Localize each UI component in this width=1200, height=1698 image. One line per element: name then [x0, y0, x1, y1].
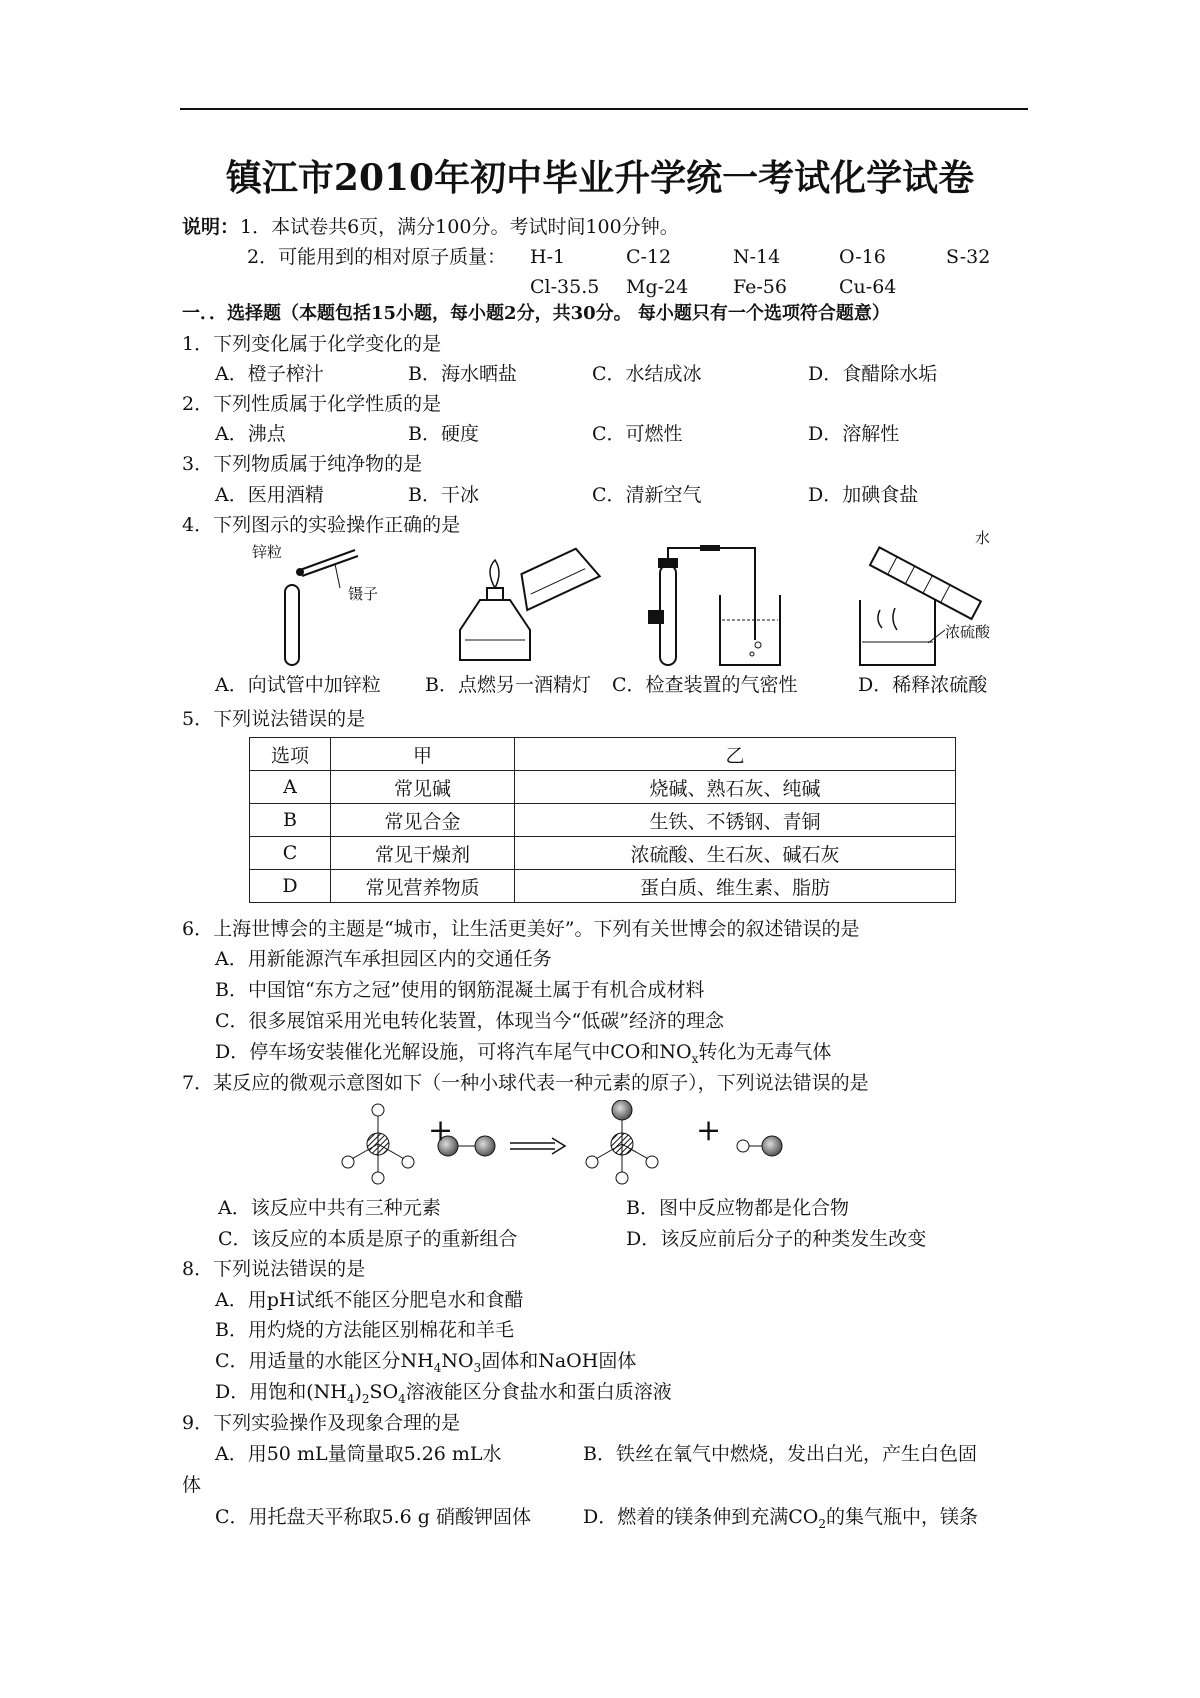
text: NO	[441, 1350, 474, 1372]
q6-option-b: B．中国馆“东方之冠”使用的钢筋混凝土属于有机合成材料	[215, 979, 705, 1001]
figure-dilute-acid	[850, 530, 1020, 670]
label-acid: 浓硫酸	[945, 623, 991, 641]
top-rule	[180, 108, 1028, 110]
mass-mg: Mg-24	[626, 276, 689, 298]
text: 溶液能区分食盐水和蛋白质溶液	[405, 1381, 672, 1403]
q1-option-d: D．食醋除水垢	[808, 363, 938, 385]
graduated-cylinder-icon	[870, 547, 981, 619]
q6-d-sub: x	[691, 1051, 699, 1066]
mass-c: C-12	[626, 246, 672, 268]
hand-icon	[648, 610, 664, 624]
mass-o: O-16	[839, 246, 886, 268]
q2-option-a: A．沸点	[215, 423, 286, 445]
q6-option-c: C．很多展馆采用光电转化装置，体现当今“低碳”经济的理念	[215, 1010, 724, 1032]
mass-cl: Cl-35.5	[530, 276, 600, 298]
reaction-diagram	[340, 1100, 800, 1190]
table-cell: 常见合金	[331, 804, 515, 837]
q7-option-a: A．该反应中共有三种元素	[218, 1197, 441, 1219]
q4-option-b: B．点燃另一酒精灯	[425, 674, 591, 696]
q7-option-b: B．图中反应物都是化合物	[626, 1197, 849, 1219]
q9-option-b: B．铁丝在氧气中燃烧，发出白光，产生白色固	[583, 1443, 977, 1465]
table-cell: 蛋白质、维生素、脂肪	[515, 870, 956, 903]
alcohol-lamp-icon	[460, 600, 530, 660]
text: D．燃着的镁条伸到充满CO	[583, 1506, 819, 1528]
steam-icon	[878, 608, 897, 630]
q4-option-d: D．稀释浓硫酸	[858, 674, 988, 696]
text: )	[354, 1381, 362, 1403]
q6-stem: 6．上海世博会的主题是“城市，让生活更美好”。下列有关世博会的叙述错误的是	[182, 918, 860, 940]
plus-sign-2: +	[696, 1113, 722, 1148]
methane-like-molecule	[342, 1104, 414, 1184]
label-water: 水	[975, 529, 991, 547]
q4-option-c: C．检查装置的气密性	[612, 674, 798, 696]
q3-option-d: D．加碘食盐	[808, 484, 919, 506]
text: 固体和NaOH固体	[481, 1350, 637, 1372]
table-row	[250, 804, 956, 837]
table-cell: 常见干燥剂	[331, 837, 515, 870]
q2-option-b: B．硬度	[408, 423, 479, 445]
q1-option-b: B．海水晒盐	[408, 363, 517, 385]
q5-table	[249, 737, 956, 903]
q6-option-a: A．用新能源汽车承担园区内的交通任务	[215, 948, 552, 970]
q8-option-a: A．用pH试纸不能区分肥皂水和食醋	[215, 1289, 524, 1311]
header-option: 选项	[250, 738, 331, 771]
q3-stem: 3．下列物质属于纯净物的是	[182, 453, 423, 475]
q2-option-d: D．溶解性	[808, 423, 900, 445]
section-heading: 一．．选择题（本题包括15小题，每小题2分，共30分。 每小题只有一个选项符合题意）	[182, 303, 890, 324]
q3-option-a: A．医用酒精	[215, 484, 324, 506]
subscript: 4	[433, 1360, 442, 1375]
mass-cu: Cu-64	[839, 276, 897, 298]
table-cell: B	[250, 804, 331, 837]
notes-line1: 1．本试卷共6页，满分100分。考试时间100分钟。	[240, 216, 679, 238]
mass-n: N-14	[733, 246, 781, 268]
delivery-tube-icon	[668, 548, 755, 640]
flame-icon	[490, 560, 499, 588]
q1-option-a: A．橙子榨汁	[215, 363, 324, 385]
q4-stem: 4．下列图示的实验操作正确的是	[182, 514, 461, 536]
mass-h: H-1	[530, 246, 566, 268]
text: D．用饱和(NH	[215, 1381, 347, 1403]
table-cell: D	[250, 870, 331, 903]
mass-fe: Fe-56	[733, 276, 787, 298]
table-cell: A	[250, 771, 331, 804]
table-cell: 生铁、不锈钢、青铜	[515, 804, 956, 837]
notes-line2-label: 2．可能用到的相对原子质量：	[247, 246, 507, 268]
q9-option-a: A．用50 mL量筒量取5.26 mL水	[215, 1443, 502, 1465]
subscript: 4	[346, 1391, 355, 1406]
table-cell: 浓硫酸、生石灰、碱石灰	[515, 837, 956, 870]
tilted-lamp-icon	[512, 545, 599, 611]
q9-option-c: C．用托盘天平称取5.6 g 硝酸钾固体	[215, 1506, 531, 1528]
q4-option-a: A．向试管中加锌粒	[215, 674, 381, 696]
figure-light-lamp	[445, 540, 605, 670]
label-tweezers: 镊子	[348, 585, 379, 603]
table-header-row	[250, 738, 956, 771]
q9-option-b-cont: 体	[182, 1474, 202, 1496]
q6-option-d	[215, 1043, 831, 1065]
text: C．用适量的水能区分NH	[215, 1350, 434, 1372]
q1-option-c: C．水结成冰	[592, 363, 702, 385]
table-row	[250, 870, 956, 903]
q8-stem: 8．下列说法错误的是	[182, 1258, 366, 1280]
substituted-molecule	[586, 1100, 658, 1184]
test-tube-icon	[285, 585, 299, 665]
q2-stem: 2．下列性质属于化学性质的是	[182, 393, 442, 415]
page-title: 镇江市2010年初中毕业升学统一考试化学试卷	[225, 157, 975, 199]
small-molecule	[737, 1136, 782, 1156]
header-yi: 乙	[515, 738, 956, 771]
beaker-icon	[860, 600, 935, 665]
q6-d-text: D．停车场安装催化光解设施，可将汽车尾气中CO和NO	[215, 1041, 692, 1063]
mass-s: S-32	[946, 246, 991, 268]
text: SO	[369, 1381, 399, 1403]
q5-stem: 5．下列说法错误的是	[182, 708, 366, 730]
q7-option-c: C．该反应的本质是原子的重新组合	[218, 1228, 518, 1250]
table-cell: 烧碱、熟石灰、纯碱	[515, 771, 956, 804]
q3-option-b: B．干冰	[408, 484, 479, 506]
q8-option-d	[215, 1383, 672, 1405]
subscript: 4	[398, 1391, 406, 1406]
text: 的集气瓶中，镁条	[826, 1506, 979, 1528]
notes-label: 说明：	[182, 216, 240, 238]
q7-stem: 7．某反应的微观示意图如下（一种小球代表一种元素的原子），下列说法错误的是	[182, 1072, 869, 1094]
q9-stem: 9．下列实验操作及现象合理的是	[182, 1412, 461, 1434]
q8-option-b: B．用灼烧的方法能区别棉花和羊毛	[215, 1319, 514, 1341]
label-zinc: 锌粒	[252, 543, 283, 561]
subscript: 2	[361, 1391, 370, 1406]
header-jia: 甲	[331, 738, 515, 771]
q6-d-text-end: 转化为无毒气体	[698, 1041, 832, 1063]
q9-option-d	[583, 1508, 978, 1530]
plus-sign-1: +	[428, 1113, 454, 1148]
q1-stem: 1．下列变化属于化学变化的是	[182, 333, 442, 355]
table-row	[250, 771, 956, 804]
table-row	[250, 837, 956, 870]
q3-option-c: C．清新空气	[592, 484, 702, 506]
q2-option-c: C．可燃性	[592, 423, 683, 445]
figure-airtightness	[640, 540, 785, 670]
table-cell: 常见碱	[331, 771, 515, 804]
subscript: 3	[473, 1360, 482, 1375]
table-cell: C	[250, 837, 331, 870]
subscript: 2	[818, 1516, 826, 1531]
q8-option-c	[215, 1352, 636, 1374]
arrow-icon	[510, 1138, 565, 1154]
q7-option-d: D．该反应前后分子的种类发生改变	[626, 1228, 927, 1250]
table-cell: 常见营养物质	[331, 870, 515, 903]
